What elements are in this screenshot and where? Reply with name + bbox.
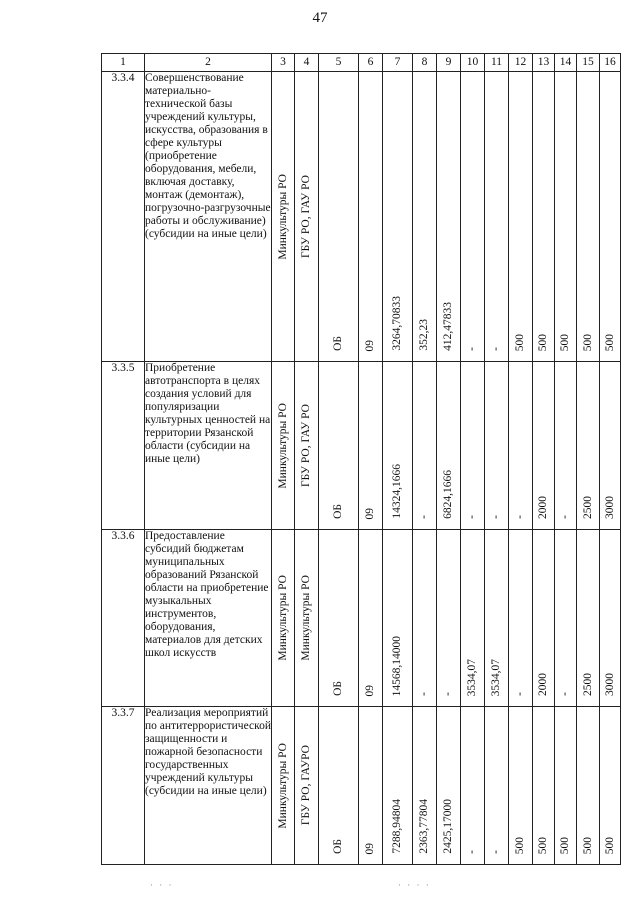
row-cell — [437, 530, 461, 707]
cell-value: - — [514, 692, 526, 696]
cell-value: 09 — [364, 507, 376, 519]
row-code: 3.3.4 — [102, 72, 145, 362]
cell-value: 6824,1666 — [442, 470, 454, 519]
cell-value: 500 — [581, 333, 594, 351]
row-cell — [461, 530, 485, 707]
row-cell — [383, 72, 413, 362]
header-cell: 1 — [102, 54, 145, 72]
row-cell — [461, 72, 485, 362]
row-cell — [359, 362, 383, 530]
row-cell — [319, 362, 359, 530]
cell-value: 2500 — [581, 673, 594, 696]
row-cell — [555, 707, 577, 865]
row-cell — [600, 362, 621, 530]
row-cell — [295, 72, 319, 362]
cell-value: 500 — [537, 333, 549, 351]
table-row — [102, 530, 621, 707]
cell-value: 14324,1666 — [391, 464, 403, 519]
header-cell: 8 — [413, 54, 437, 72]
row-name: Приобретение автотранспорта в целях создания условий для популяризации культурных ценностей на территории Рязанской области (субсидии на иные цели) — [145, 362, 272, 530]
cell-value: 14568,14000 — [391, 635, 403, 696]
cell-value: - — [490, 347, 502, 351]
table-row — [102, 72, 621, 362]
row-cell — [413, 362, 437, 530]
row-cell — [485, 72, 509, 362]
header-row — [102, 54, 621, 72]
cell-value: 3000 — [603, 496, 616, 519]
row-cell — [272, 72, 295, 362]
cell-value: 2000 — [537, 496, 549, 519]
cell-value: 500 — [581, 836, 594, 854]
header-cell: 14 — [555, 54, 577, 72]
header-cell: 11 — [485, 54, 509, 72]
cell-value: 500 — [603, 333, 616, 351]
row-cell — [600, 707, 621, 865]
row-cell — [437, 72, 461, 362]
cell-value: 500 — [603, 836, 616, 854]
row-cell — [383, 707, 413, 865]
row-cell — [555, 530, 577, 707]
row-cell — [413, 72, 437, 362]
row-cell — [359, 72, 383, 362]
row-cell — [533, 72, 555, 362]
row-cell — [413, 530, 437, 707]
row-cell — [295, 362, 319, 530]
cell-value: - — [559, 515, 571, 519]
cell-value: 3534,07 — [490, 658, 502, 696]
header-cell: 12 — [509, 54, 533, 72]
row-cell — [319, 530, 359, 707]
row-cell — [509, 707, 533, 865]
cell-value: ГБУ РО, ГАУ РО — [300, 403, 312, 487]
row-cell — [461, 362, 485, 530]
cell-value: ОБ — [332, 681, 344, 696]
cell-value: - — [442, 692, 454, 696]
row-cell — [485, 362, 509, 530]
row-cell — [319, 72, 359, 362]
row-cell — [383, 530, 413, 707]
cell-value: Минкультуры РО — [300, 575, 312, 661]
budget-table — [101, 53, 621, 865]
cell-value: - — [466, 347, 478, 351]
row-cell — [577, 707, 600, 865]
cell-value: 500 — [514, 333, 526, 351]
cell-value: Минкультуры РО — [276, 402, 289, 489]
row-cell — [295, 530, 319, 707]
row-cell — [555, 72, 577, 362]
cell-value: 500 — [559, 836, 571, 854]
cell-value: 09 — [364, 684, 376, 696]
row-cell — [577, 72, 600, 362]
cell-value: - — [490, 515, 502, 519]
cell-value: - — [466, 850, 478, 854]
cell-value: - — [466, 515, 478, 519]
table-row — [102, 707, 621, 865]
row-cell — [437, 362, 461, 530]
row-cell — [577, 530, 600, 707]
row-cell — [272, 707, 295, 865]
cell-value: ГБУ РО, ГАУ РО — [300, 174, 312, 258]
header-cell: 3 — [272, 54, 295, 72]
header-cell: 5 — [319, 54, 359, 72]
cell-value: Минкультуры РО — [276, 742, 289, 829]
cell-value: 2425,17000 — [442, 799, 454, 854]
cell-value: ОБ — [332, 336, 344, 351]
cell-value: 09 — [364, 842, 376, 854]
cell-value: ОБ — [332, 504, 344, 519]
page-number: 47 — [312, 10, 328, 26]
cell-value: 500 — [514, 836, 526, 854]
row-cell — [509, 530, 533, 707]
row-cell — [272, 530, 295, 707]
cell-value: 3000 — [603, 673, 616, 696]
row-cell — [359, 707, 383, 865]
cell-value: - — [418, 515, 430, 519]
cell-value: Минкультуры РО — [276, 173, 289, 260]
cell-value: Минкультуры РО — [276, 575, 289, 661]
row-cell — [383, 362, 413, 530]
cell-value: 412,47833 — [442, 302, 454, 351]
row-cell — [577, 362, 600, 530]
row-cell — [533, 362, 555, 530]
cell-value: 3534,07 — [466, 658, 478, 696]
row-cell — [555, 362, 577, 530]
row-cell — [319, 707, 359, 865]
row-code: 3.3.6 — [102, 530, 145, 707]
row-cell — [437, 707, 461, 865]
cell-value: 2363,77804 — [418, 799, 430, 854]
row-cell — [485, 707, 509, 865]
cell-value: ГБУ РО, ГАУРО — [300, 745, 312, 826]
row-cell — [533, 707, 555, 865]
row-cell — [461, 707, 485, 865]
header-cell: 6 — [359, 54, 383, 72]
cell-value: 09 — [364, 339, 376, 351]
row-cell — [485, 530, 509, 707]
table-row — [102, 362, 621, 530]
row-code: 3.3.7 — [102, 707, 145, 865]
row-cell — [295, 707, 319, 865]
row-code: 3.3.5 — [102, 362, 145, 530]
cell-value: - — [559, 692, 571, 696]
cell-value: 7288,94804 — [391, 799, 403, 854]
cell-value: 352,23 — [418, 319, 430, 351]
cell-value: 2500 — [581, 496, 594, 519]
row-cell — [413, 707, 437, 865]
row-name: Совершенствование материально-технической базы учреждений культуры, искусства, образования в сфере культуры (приобретение оборудования, мебели, включая доставку, монтаж (демонтаж), погрузочно-разгрузочные работы и обслуживание) (субсидии на иные цели) — [145, 72, 272, 362]
header-cell: 16 — [600, 54, 621, 72]
cell-value: 500 — [537, 836, 549, 854]
cell-value: 2000 — [537, 673, 549, 696]
row-name: Предоставление субсидий бюджетам муниципальных образований Рязанской области на приобретение музыкальных инструментов, оборудования, материалов для детских школ искусств — [145, 530, 272, 707]
cell-value: ОБ — [332, 839, 344, 854]
row-cell — [509, 72, 533, 362]
row-cell — [359, 530, 383, 707]
header-cell: 10 — [461, 54, 485, 72]
cell-value: - — [490, 850, 502, 854]
cell-value: 500 — [559, 333, 571, 351]
row-cell — [600, 530, 621, 707]
cell-value: 3264,70833 — [391, 296, 403, 351]
row-cell — [533, 530, 555, 707]
scan-artifact: · · · — [150, 880, 174, 890]
header-cell: 7 — [383, 54, 413, 72]
row-cell — [600, 72, 621, 362]
cell-value: - — [514, 515, 526, 519]
header-cell: 4 — [295, 54, 319, 72]
row-name: Реализация мероприятий по антитеррористической защищенности и пожарной безопасности государственных учреждений культуры (субсидии на иные цели) — [145, 707, 272, 865]
header-cell: 13 — [533, 54, 555, 72]
header-cell: 9 — [437, 54, 461, 72]
row-cell — [509, 362, 533, 530]
header-cell: 15 — [577, 54, 600, 72]
scan-artifact: · · · · — [398, 880, 431, 890]
header-cell: 2 — [145, 54, 272, 72]
row-cell — [272, 362, 295, 530]
cell-value: - — [418, 692, 430, 696]
